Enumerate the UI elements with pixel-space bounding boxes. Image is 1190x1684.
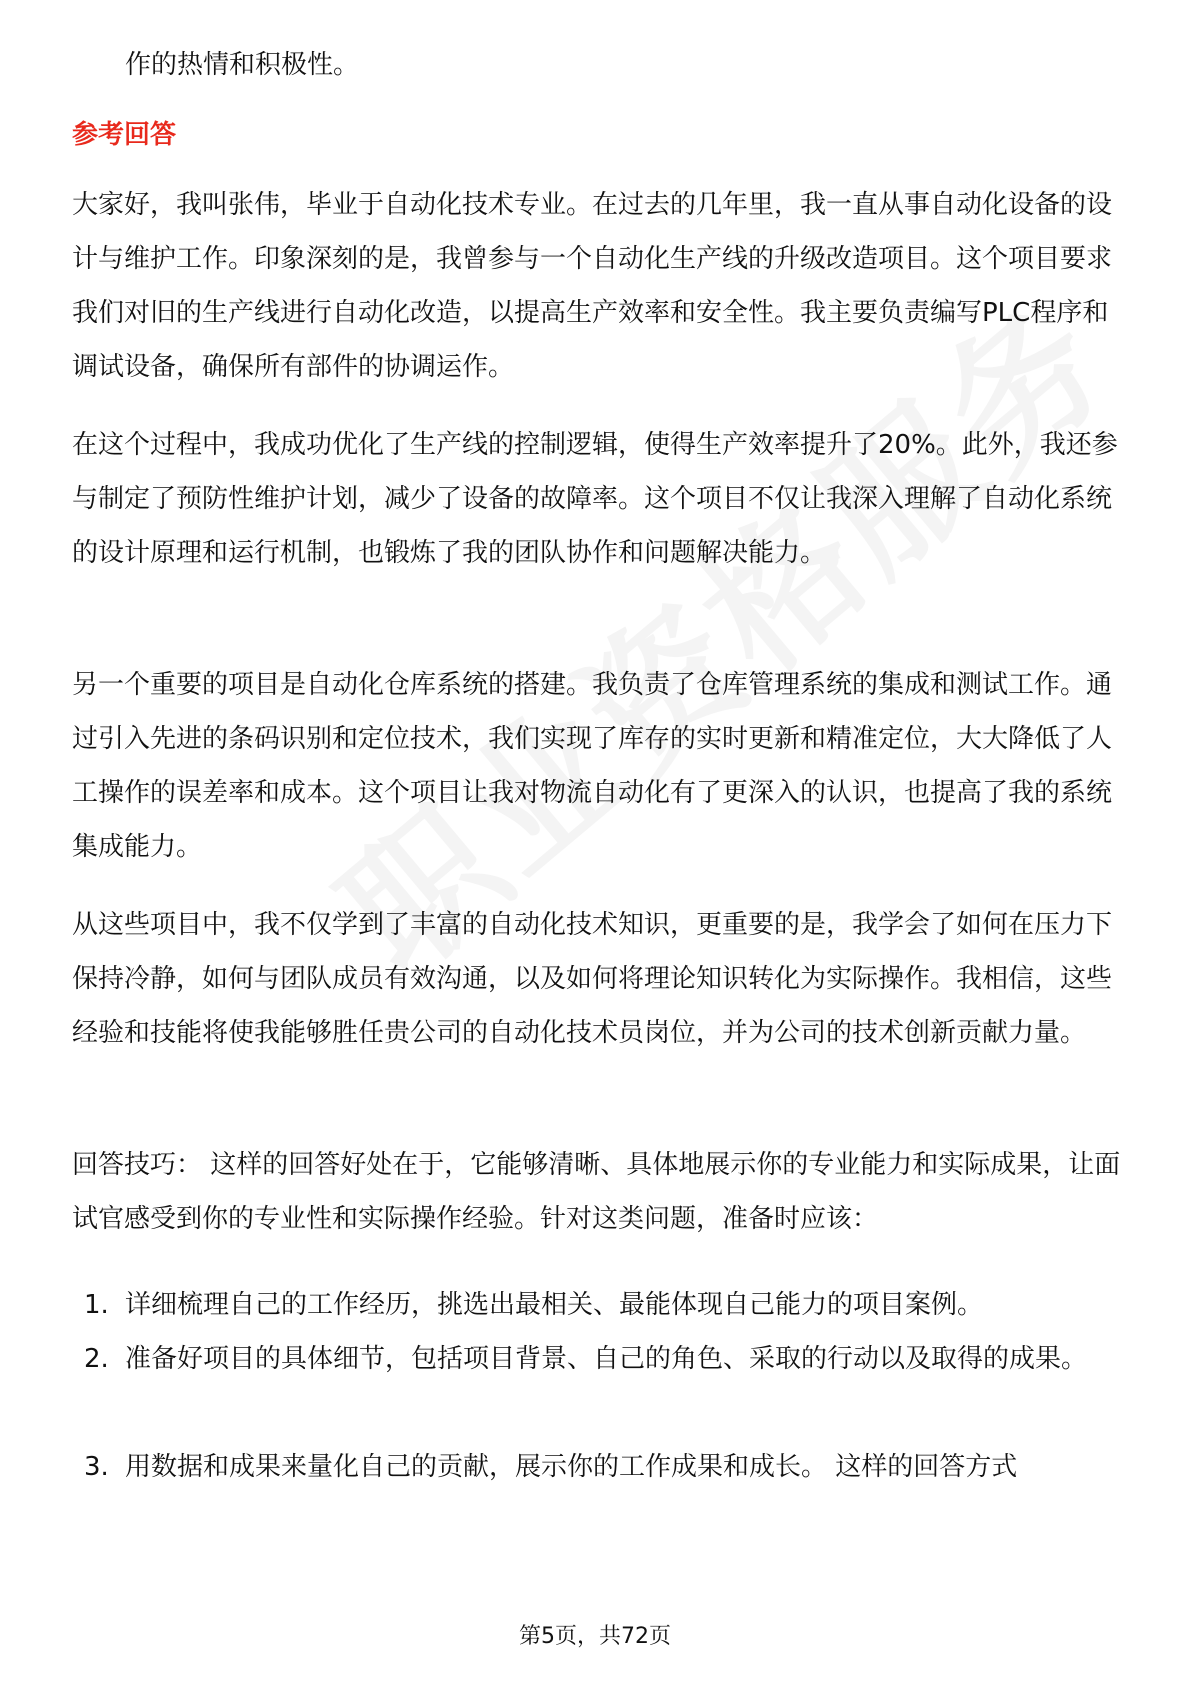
paragraph-lessons: 从这些项目中，我不仅学到了丰富的自动化技术知识，更重要的是，我学会了如何在压力下保持冷静，如何与团队成员有效沟通，以及如何将理论知识转化为实际操作。我相信，这些经验和技能将使我能够胜任贵公司的自动化技术员岗位，并为公司的技术创新贡献力量。 — [72, 910, 1113, 1048]
paragraph-warehouse-project: 另一个重要的项目是自动化仓库系统的搭建。我负责了仓库管理系统的集成和测试工作。通过引入先进的条码识别和定位技术，我们实现了库存的实时更新和精准定位，大大降低了人工操作的误差率和成本。这个项目让我对物流自动化有了更深入的认识，也提高了我的系统集成能力。 — [72, 670, 1113, 862]
paragraph-intro: 大家好，我叫张伟，毕业于自动化技术专业。在过去的几年里，我一直从事自动化设备的设计与维护工作。印象深刻的是，我曾参与一个自动化生产线的升级改造项目。这个项目要求我们对旧的生产线进行自动化改造，以提高生产效率和安全性。我主要负责编写PLC程序和调试设备，确保所有部件的协调运作。 — [72, 190, 1113, 382]
list-text: 详细梳理自己的工作经历，挑选出最相关、最能体现自己能力的项目案例。 — [125, 1290, 984, 1320]
page-footer: 第5页，共72页 — [519, 1624, 671, 1649]
paragraph-achievements: 在这个过程中，我成功优化了生产线的控制逻辑，使得生产效率提升了20%。此外，我还参与制定了预防性维护计划，减少了设备的故障率。这个项目不仅让我深入理解了自动化系统的设计原理和运行机制，也锻炼了我的团队协作和问题解决能力。 — [72, 430, 1118, 568]
list-number: 2. — [84, 1344, 109, 1374]
list-number: 3. — [84, 1452, 109, 1482]
list-text: 用数据和成果来量化自己的贡献，展示你的工作成果和成长。 这样的回答方式 — [125, 1452, 1018, 1482]
list-number: 1. — [84, 1290, 109, 1320]
continuation-text: 作的热情和积极性。 — [125, 50, 360, 80]
paragraph-tips: 回答技巧： 这样的回答好处在于，它能够清晰、具体地展示你的专业能力和实际成果，让面试官感受到你的专业性和实际操作经验。针对这类问题，准备时应该： — [72, 1150, 1121, 1234]
list-item — [72, 1440, 1122, 1494]
list-item — [72, 1278, 1122, 1332]
list-text: 准备好项目的具体细节，包括项目背景、自己的角色、采取的行动以及取得的成果。 — [125, 1344, 1088, 1374]
list-item — [72, 1332, 1122, 1386]
section-heading: 参考回答 — [72, 120, 177, 150]
